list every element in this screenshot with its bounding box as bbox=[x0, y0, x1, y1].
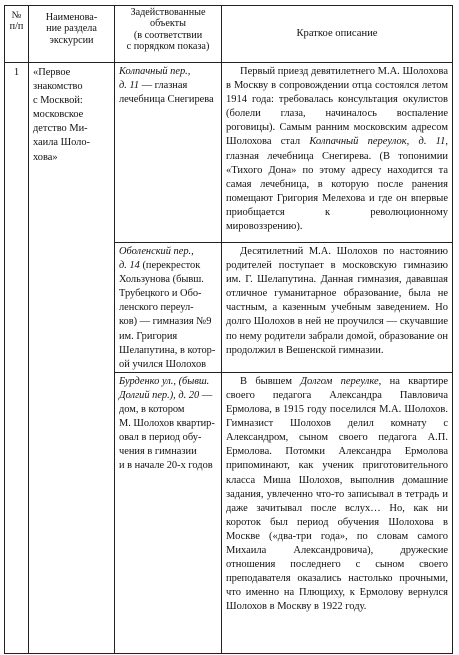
description-text: Десятилетний М.А. Шолохов по настоянию родителей поступает в московскую гимназию им. Г. Шелапутина. Данная гимназия, дававшая отличное гуманитарное образование, была не частным, а казенным учебным заведением. Но долго Шолохов в ней не проучился — скучавшие по нему родители забрали домой, образование он продолжил в Вешенской гимназии. bbox=[226, 246, 448, 356]
description-text: , на квартире своего педагога Александра Павловича Ермолова, в 1915 году поселился М.А. Шолохов. Гимназист Шолохов делил комнату с Александром, сыном своего педагога А.П. Ермолова. Потомки Александра Ермолова припоминают, как ученик приготовительного класса Миша Шолохов, выполнив домашние задания, увлеченно что-то записывал в тетрадь и даже зачитывал после вслух… Но, как ни короток был период обучения Шолохова в Москве («два-три года», по словам самого Михаила Александровича), дружеские отношения последнего с сыном своего преподавателя оказались настолько прочными, что именно на Плющиху, к Ермолову вернулся Шолохов в Москву в 1922 году. bbox=[226, 375, 449, 613]
object-cell bbox=[115, 372, 222, 653]
row-number: 1 bbox=[5, 63, 29, 654]
object-address: Колпачный пер., д. 11 bbox=[119, 66, 191, 92]
description-text: , глазная лечебница Снегирева. (В топонимии «Тихого Дона» по этому адресу находится та самая лечебница, в которую после ранения помещают Григория Мелехова и где он впервые приобщается к революционному мировоззрению). bbox=[226, 136, 448, 233]
excursion-table bbox=[4, 5, 453, 654]
object-text: (перекресток Хользунова (бывш. Трубецкого и Обо- ленского переул- ков) — гимназия №9 им. Григория Шелапутина, в котор- ой учился Шолохов bbox=[119, 260, 216, 370]
object-address: Оболенский пер., д. 14 bbox=[119, 246, 194, 272]
description-cell bbox=[222, 372, 453, 653]
object-address: Бурденко ул., (бывш. Долгий пер.), д. 20 bbox=[119, 375, 210, 401]
description-emphasis: Колпачный переулок, д. 11 bbox=[309, 136, 446, 148]
section-name: «Первое знакомство с Москвой: московское детство Ми- хаила Шоло- хова» bbox=[29, 63, 115, 654]
object-text: — дом, в котором М. Шолохов квартир- овал в период обу- чения в гимназии и в начале 20-х годов bbox=[119, 389, 215, 472]
object-cell bbox=[115, 63, 222, 243]
description-emphasis: Долгом переулке bbox=[300, 375, 379, 387]
object-cell bbox=[115, 243, 222, 373]
table-header-row bbox=[5, 6, 453, 63]
description-cell bbox=[222, 63, 453, 243]
header-section-name: Наименова- ние раздела экскурсии bbox=[29, 6, 115, 63]
table-row bbox=[5, 63, 453, 243]
header-num: № п/п bbox=[5, 6, 29, 63]
description-text: В бывшем bbox=[240, 375, 301, 387]
header-description: Краткое описание bbox=[222, 6, 453, 63]
object-text: — глазная лечебница Снегирева bbox=[119, 80, 214, 106]
description-cell bbox=[222, 243, 453, 373]
description-text: Первый приезд девятилетнего М.А. Шолохова в Москву в сопровождении отца состоялся летом 1914 года: требовалась консультация окулистов (болели глаза, начиналось воспаление роговицы). Самым ранним московским адресом Шолохова стал bbox=[226, 66, 448, 148]
header-objects: Задействованные объекты (в соответствии с порядком показа) bbox=[115, 6, 222, 63]
